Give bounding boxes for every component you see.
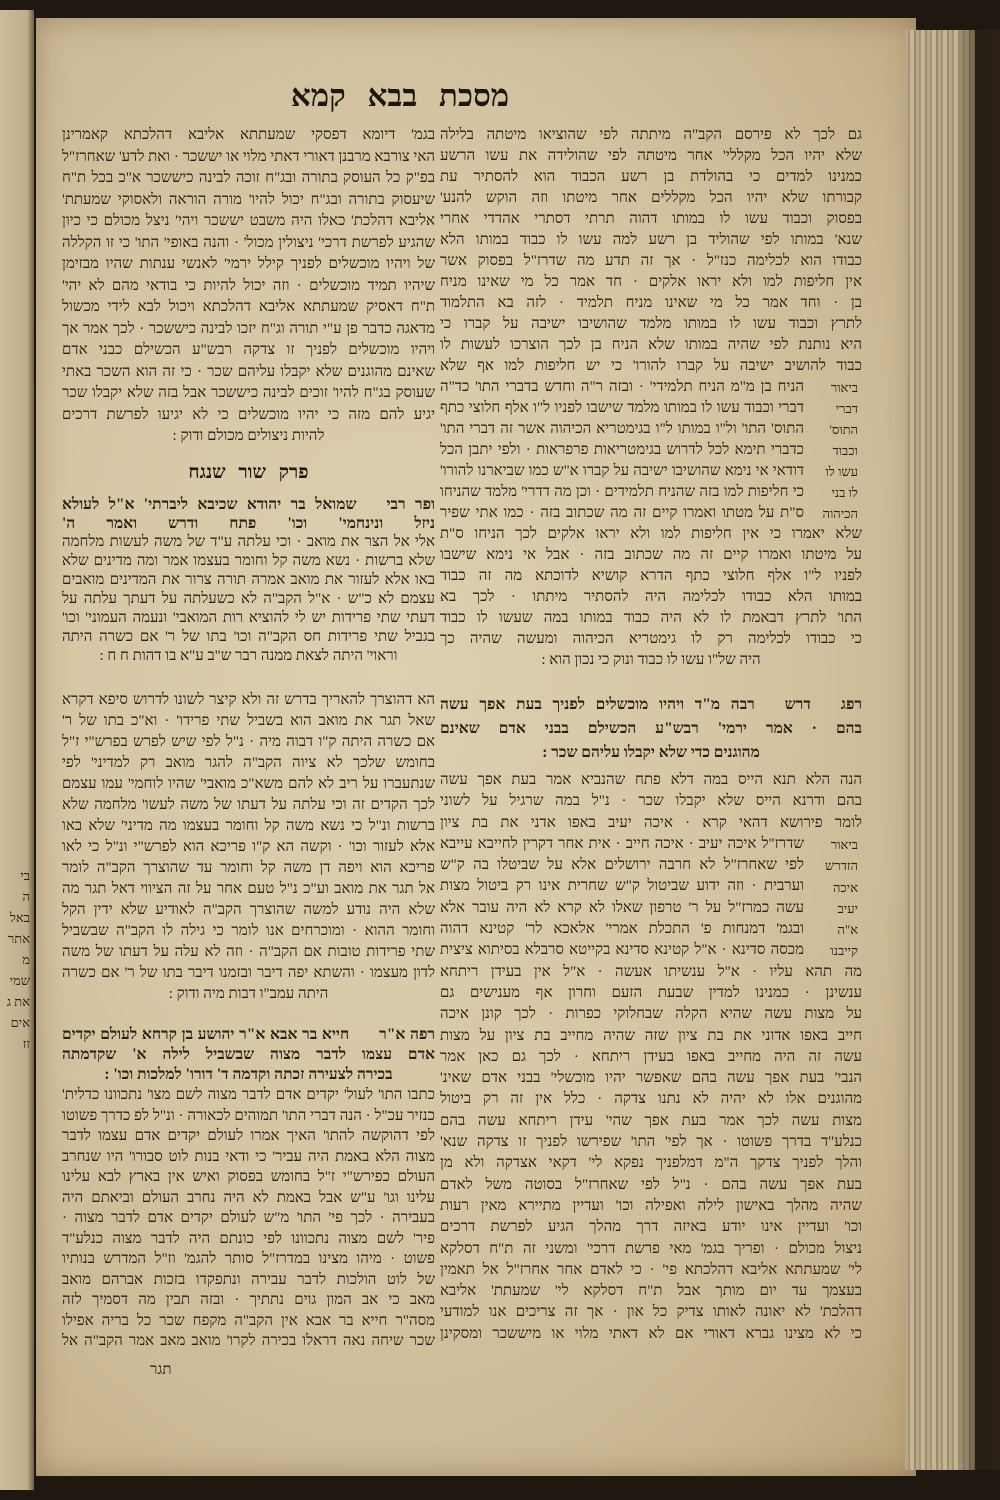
text-line: בפסוק וכבוד עשו לו במותו דהוה תרתי דסתרי אהדדי אחרי	[440, 211, 862, 227]
text-line: גם לכך לא פירסם הקב"ה מיתתה לפי שהוציאו מיטתה בלילה	[440, 127, 862, 143]
text-line: והלך לפניך צדקך ה"מ דמלפניך נפקא לי' דקאי אצדקה ולא מן	[440, 1155, 862, 1172]
text-line: דעתי שתי פרידות יש לי להוציא רות המואבי' ונעמה העמוני' וכו'	[62, 610, 435, 626]
page-edges-shadow	[960, 30, 1000, 1470]
text-line: שלא היה נודע למשה שהוצרך הקב"ה לאודיע שלא ידין הקל	[62, 902, 435, 918]
previous-page-fragment: בי	[20, 868, 30, 883]
right-column-talmud-quote	[440, 693, 862, 765]
previous-page-edge	[0, 10, 34, 1490]
text-line: ברשות ונ"ל כי נשא משה קל וחומר בעצמו מה מדיני' שלא באו	[62, 818, 435, 834]
text-line: בחומש שלכך לא ציוה הקב"ה להגר מואב רק למדיני' לפי	[62, 755, 435, 771]
text-line: עשה זה היה מחייב באפו בעידן ריתחא · לכך גם כאן אמר	[440, 1048, 862, 1065]
section-label: רפה א"ר	[379, 1026, 435, 1043]
text-line: וכו' ועדיין אינו יודע באיזה דרך מהלך הגיע לפרשת דרכים	[440, 1219, 862, 1236]
talmud-quote-line: חייא בר אבא א"ר יהושע בן קרחא לעולם יקדים	[62, 1026, 350, 1043]
previous-page-fragment: מ	[22, 952, 30, 967]
text-line: עצמם לא כ"ש · א"ל הקב"ה לא כשעלתה על דעתך עלתה על	[62, 591, 435, 607]
text-line: הנה הלא תנא הייס במה דלא פתח שהנביא אמר בעת אפך עשה	[440, 772, 862, 788]
left-column-commentary-3	[62, 1025, 435, 1352]
talmud-quote-first-line	[440, 693, 862, 717]
margin-note: איכה	[832, 879, 858, 895]
text-line: כמנינו למדים כי בהולדת בן רשע הכבוד הוא להסתיר עת	[440, 169, 862, 185]
page-title: מסכת בבא קמא	[290, 78, 510, 113]
text-line: אלא לעזור וכו' · וקשה הא ק"ו פריכא הוא לפרש"י ונ"ל כי לאו	[62, 839, 435, 855]
text-line: של ויהיו מוכשלים לפניך קילל ירמי' לאנשי ענתות שהיו מבזימן	[62, 256, 435, 272]
text-line: בעת אפך עשה בהם · נ"ל לפי שאחרז"ל בסוטה משל לאדם	[440, 1176, 862, 1193]
text-line: לפי דהוקשה להתו' האיך אמרו לעולם יקדים אדם עצמו לדבר	[62, 1128, 435, 1144]
text-line: בפ"ק כל העוסק בתורה ובג"ח זוכה לבינה כיששכר א"כ בכל ת"ח	[62, 170, 435, 186]
margin-note: דברי	[835, 401, 858, 416]
text-line	[62, 495, 435, 514]
margin-note: התוס'	[829, 422, 858, 437]
previous-page-fragment: אים	[10, 1015, 30, 1030]
text-line: מדאגה כדבר פן ע"י תורה וג"ח יזכו לבינה כיששכר · לכך אמר אך	[62, 320, 435, 337]
text-line: מצוה הלא באמת היה עביר' כי ודאי בנות לוט סבורו' היו שנחרב	[62, 1148, 435, 1165]
margin-note: לו בני	[831, 485, 858, 500]
text-line: בן · וחד אמר כל מי שאינו מניח תלמיד · לזה בא התלמוד	[440, 295, 862, 311]
text-line: עשה כמרז"ל על ר' טרפון שאלו לא קרא לא היה עובר אלא	[440, 899, 804, 916]
text-line: קבורתו שלא יהיו הכל מקללים אחר מיטתו וזה הוקש להנע'	[440, 190, 862, 206]
section-label: ופר רבי	[386, 496, 435, 513]
previous-page-fragment: שמי	[9, 973, 30, 988]
text-line: שיהיו תמיד מוכשלים · וזה יכול להיות כי בודאי מהם לא יהי'	[62, 277, 435, 294]
text-line: היא נותנת לפי שהיה במותו שלא הניח בן לכך הוצרכו לעשות לו	[440, 337, 862, 353]
text-line: מה תהא עליו · א"ל ענשיתו אעשה · א"ל אין בעידן ריתחא	[440, 963, 862, 980]
catchword: תגר	[150, 1362, 172, 1378]
text-line: לומר פירושא דהאי קרא · איכה יעיב באפו אדני את בת ציון	[440, 814, 862, 831]
text-line: בעצמך עד יום מותך אבל ת"ח דסלקא לי' שמעתת' אליבא	[440, 1283, 862, 1300]
margin-note: וכבוד	[832, 443, 858, 458]
text-line: דברי וכבוד עשו לו במותו מלמד שישבו לפניו ל"ו אלף חלוצי כתף	[440, 400, 804, 416]
previous-page-fragment: אתר	[7, 931, 30, 946]
section-label: דרש	[784, 696, 811, 713]
text-line: מאב כי אב המון גוים נתתיך · ובזה תבין מה דסמיך לזה	[62, 1292, 435, 1308]
text-line: שעוסק בג"ח להיו' זוכים לבינה כיששכר אבל בזה שלא יקבלו שכר	[62, 385, 435, 401]
text-line: כי כבודו לכלימה רק לו גימטריא הכיהוה ומעשה שהיה כך	[440, 631, 862, 647]
text-line: ס"ת על מטתו ואמרו קיים זה מה שכתוב בזה · כמו אתי שפיר	[440, 505, 804, 521]
text-line: הניח בן מ"מ הניח תלמידי' · ובזה ר"ה וחדש בדברי התו' כד"ה	[440, 379, 804, 395]
text-line: עלינו וגו' ע"ש אבל באמת לא היה נחרב העולם וביאתם היה	[62, 1189, 435, 1206]
text-line: שהיה מהלך באישון לילה ואפילה וכו' ועדיין מתיירא מאין רעות	[440, 1197, 862, 1214]
text-line: ובגמ' דמנחות פ' התכלת אמרי' אלאכא לר' קטינא דהוה	[440, 921, 804, 938]
margin-note: א"ה	[837, 922, 858, 938]
text-line: כדברי תימא לכל לדרוש בגימטריאות פרפראות · ולפי יתבן הכל	[440, 442, 804, 458]
previous-page-fragment: ה	[22, 889, 30, 904]
text-line: כבודו הוא לכלימה כנז"ל · אך זה תדע מה שדרז"ל בפסוק אשר	[440, 253, 862, 269]
text-line: על מיטתו ואמרו קיים זה מה שכתוב בזה · אבל אי נימא שישבו	[440, 547, 862, 563]
margin-note: עשו לו	[825, 464, 858, 479]
text-line: בעבירה · לכך פי' התו' מ"ש לעולם יקדים אדם לדבר מצוה ·	[62, 1210, 435, 1226]
text-line: כנלע"ד בדרך פשוטו · אך לפי' התו' שפירשו לפניך זו צדקה שנא'	[440, 1134, 862, 1151]
text-line: של לוט הולכות לדבר עבירה ונתפקדו בזכות אברהם מואב	[62, 1271, 435, 1288]
margin-note: יעיב	[837, 900, 858, 916]
text-line: וחומר ההוא · ומוכרחים אנו לומר כי גילה לו הקב"ה שבשביל	[62, 923, 435, 939]
text-line: ויהיו מוכשלים לפניך זו צדקה רבש"ע הכשילם כבני אדם	[62, 342, 435, 358]
text-line: פשוט · מיהו מצינו במדרז"ל סותר להגמ' וז"ל המדרש בנותיו	[62, 1251, 435, 1267]
text-line: לפי שאחרז"ל לא חרבה ירושלים אלא על שביטלו בה ק"ש	[440, 857, 804, 874]
right-column-commentary-2	[440, 770, 862, 1345]
text-line: יגיע להם מזה כי יהיו מוכשלים כי לא יגיעו לפרשת דרכים	[62, 406, 435, 423]
text-line: דהלכת' לא יאונה לאותו צדיק כל און · אך זה צריכים אנו למודעי	[440, 1304, 862, 1321]
text-line: שאינם מהוגנים שלא יקבלו עליהם שכר · כי זה הוא השכר באתי	[62, 363, 435, 380]
text-line: שנתעברו על ריב לא להם משא"כ מואבי' שהיו לוחמי' עמו עצמם	[62, 776, 435, 792]
margin-note: הכיהוה	[822, 506, 858, 521]
text-line: היה של"ו עשו לו כבוד ונוק כי נכון הוא :	[541, 652, 761, 668]
text-line: וערבית · וזה ידוע שביטול ק"ש שחרית אינו רק ביטול מצות	[440, 878, 804, 895]
text-line: ניזל ונינחמי' וכו' פתח ודרש ואמר ה'	[62, 515, 435, 532]
text-line: אדם עצמו לדבר מצוה שבשביל לילה א' שקדמתה	[62, 1046, 435, 1063]
text-line: אליבא דהלכת' כאלו היה משבט יששכר ויהי' ניצל מכולם כי כיון	[62, 213, 435, 229]
text-line: שכר שיחה נאה דראלו בכירה לקרו' מואב מאב אמר הקב"ה אל	[62, 1333, 435, 1349]
text-line: וראוי' היתה לצאת ממנה רבר ש"ב ע"א בו דהות ח ח :	[99, 648, 398, 664]
text-line: שלא ברשות · נשא משה קל וחומר בעצמו אמר ומה מדינים שלא	[62, 553, 435, 569]
text-line: חייב באפו אדוני את בת ציון שזה שהיה מחייב בת ציון על מצות	[440, 1027, 862, 1044]
text-line: היתה עמב"ו דבות מיה ודוק :	[168, 986, 329, 1002]
text-line: פיר' לשם מצוה נתכוונו לפי כונתם היה לדבר מצוה כנלע"ד	[62, 1230, 435, 1247]
section-label: רפג	[840, 696, 862, 713]
text-line: בגמ' דיומא דפסקי שמעתתא אליבא דהלכתא קאמרינן	[62, 127, 435, 143]
text-line	[62, 1025, 435, 1045]
text-line: ניצול מכולם · ופריך בגמ' מאי פרשת דרכי' ומשני זה ת"ח דסלקא	[440, 1240, 862, 1257]
text-line: כבוד להושיב ישיבה על קברו להורו' כי יש חליפות למו אף שלא	[440, 358, 862, 374]
text-line: בכירה לצעירה זכתה וקדמה ד' דורו' למלכות וכו' :	[104, 1066, 393, 1083]
text-line: במותו הלא כבודו לכלימה היה להסתיר מיתתו · לכך בא	[440, 589, 862, 605]
left-column-commentary-2	[62, 690, 435, 1005]
text-line: כי חליפות למו בזה שהניח תלמידים · וכן מה דדרי' מלמד שהניחו	[440, 484, 804, 500]
previous-page-fragment: את ג	[6, 994, 30, 1009]
text-line: לי' שמעתתא אליבא דהלכתא פי' · כי לאדם אחר אחרז"ל אל תאמין	[440, 1261, 862, 1278]
text-line: שיעסוק בתורה ובג"ח יכול להיו' מורה הוראה ולאסוקי שמעתת'	[62, 191, 435, 208]
text-line: מסה"ר חייא בר אבא אין הקב"ה מקפח שכר כל בריה אפילו	[62, 1312, 435, 1329]
talmud-quote-line: מהוגנים כדי שלא יקבלו עליהם שכר :	[542, 744, 760, 761]
text-line: שדרז"ל איכה יעיב · איכה חייב · אית אחר דקרין לחייבא עייבא	[440, 835, 804, 852]
text-line: לתרץ וכבוד עשו לו במותו מלמד שהושיבו ישיבה על קברו כי	[440, 316, 862, 332]
previous-page-fragment: זז	[22, 1036, 30, 1051]
right-column-commentary-1	[440, 125, 862, 671]
text-line: ת"ח דאסיק שמעתתא אליבא דהלכתא ויכול לבא לידי מכשול	[62, 299, 435, 315]
text-line: מצות עשה לכך אמר בעת אפך שהי' עידן ריתחא עשה בהם	[440, 1112, 862, 1129]
text-line: בהם ודרנא הייס שלא יקבלו שכר · נ"ל במה שרגיל על לשוני	[440, 793, 862, 810]
text-line: הא דהוצרך להאריך בדרש זה ולא קיצר לשונו לדרוש סיפא דקרא	[62, 692, 435, 708]
talmud-quote-line: שמואל בר יהודא שכיבא ליברתי' א"ל לעולא	[62, 496, 357, 513]
text-line: העולם כפירש"י ז"ל בחומש בפסוק ואיש אין בארץ לבא עלינו	[62, 1169, 435, 1185]
text-line: על מצות עשה שהיא הקלה שבחלוקי כפרות · לכך קונן איכה	[440, 1006, 862, 1023]
text-line: בגביל שתי פרידות חס הקב"ה וכו' בתו של ר' אם כשרה היתה	[62, 629, 435, 645]
text-line: כי לא מצינו גברא דאורי אם לא דאתי מלוי או מיששכר ומסקינן	[440, 1325, 862, 1342]
text-line: לדון מעצמו · והשתא יפה דיבר ובזמנו דיבר בתו של ר' אם כשרה	[62, 965, 435, 981]
text-line: שנא' במותו לפי שהוליד בן רשע למה עשו לו כבוד במותו הלא	[440, 232, 862, 248]
text-line: הנבי' בעת אפך עשה בהם שאפשר יהיו מוכשלי' בבני אדם שאינ'	[440, 1070, 862, 1087]
text-line: דודאי אי נימא שהושיבו ישיבה על קברו א"ש כמו שביארנו להורו'	[440, 463, 804, 479]
margin-note: ביאור	[830, 380, 858, 395]
text-line: אל תגר את מואב וע"כ נ"ל טעם אחר על זה הציווי דאל תגר מה	[62, 881, 435, 897]
text-line: באו אלא לעזור את מואב אמרה תורה צרור את המדינים מואבים	[62, 572, 435, 588]
chapter-title: פרק שור שנגח	[188, 462, 309, 483]
margin-note: הזדרש	[825, 858, 858, 874]
text-line: התוס' התו' ול"ו במותו ל"ו בגימטריא הכיהוה אשר זה דברי התו'	[440, 421, 804, 437]
text-line: פריכא הוא ויפה דן משה קל וחומר עד שהוצרך הקב"ה לומר	[62, 860, 435, 876]
text-line: אם כשרה היתה ק"ו דבוה מיה · נ"ל לפי שיש לפרש בפרש"י ז"ל	[62, 734, 435, 750]
text-line: ענשינן · כמנינו למדין שבעת הזעם וחרון אף מענישים גם	[440, 984, 862, 1001]
text-line: אלי אל הצר את מואב · וכי עלתה ע"ד של משה לעשות מלחמה	[62, 534, 435, 550]
text-line: אין חליפות למו ולא יראו אלקים · חד אמר כל מי שאינו מניח	[440, 274, 862, 290]
talmud-quote-line: בהם · אמר ירמי' רבש"ע הכשילם בבני אדם שאינם	[440, 720, 862, 737]
text-line: כנזיר עכ"ל · הנה דברי התו' תמוהים לכאורה · ונ"ל לפ כדרך פשוטו	[62, 1107, 435, 1124]
margin-note: ביאור	[830, 836, 858, 852]
previous-page-fragment: באל	[9, 910, 30, 925]
text-line: לכך הקדים זה וכי עלתה על דעתו של משה לעשו' מלחמה שלא	[62, 797, 435, 813]
text-line: האי צורבא מרבנן דאורי דאתי מלוי או יששכר · ואת לדע' שאחרז"ל	[62, 148, 435, 165]
text-line: מהוגנים אלו לא יהיה לא נתנו צדקה · כלל אין זה רק ביטול	[440, 1091, 862, 1108]
text-line: להיות ניצולים מכולם ודוק :	[172, 428, 325, 444]
text-line: שהגיע לפרשת דרכי' ניצולין מכול' · והנה באופי' התו' כי זו הקללה	[62, 234, 435, 251]
text-line: שאל תגר את מואב הוא בשביל שתי פרידו' · וא"כ בתו של ר'	[62, 713, 435, 729]
left-column-commentary-1	[62, 125, 435, 448]
text-line: שלא יהיו הכל מקללי' אחר מיטתה לפי שהולידה את עשו הרשע	[440, 148, 862, 164]
left-column-talmud-quote	[62, 495, 435, 666]
talmud-quote-line: רבה מ"ד ויהיו מוכשלים לפניך בעת אפך עשה	[440, 696, 755, 713]
margin-note: קייבנו	[830, 943, 858, 959]
text-line: שלא יאמרו כי אין חליפות למו ולא יראו אלקים לכך הניחו ס"ת	[440, 526, 862, 542]
text-line: מכסה סדינא · א"ל קטינא סדינא בקייטא סרבלא בסיתוא ציצית	[440, 942, 804, 959]
text-line: התו' לתרץ דבאמת לו לא היה כבוד במותו במה שעשו לו כבוד	[440, 610, 862, 626]
text-line: שתי פרידות טובות אם הקב"ה · וזה לא עלה על דעתו של משה	[62, 944, 435, 960]
text-line: לפניו ל"ו אלף חלוצי כתף הדרא קושיא לדוכתא מה זה כבוד	[440, 568, 862, 584]
text-line: כתבו התו' לעול' יקדים אדם לדבר מצוה לשם מצו' נתכוונו כדלית'	[62, 1087, 435, 1103]
